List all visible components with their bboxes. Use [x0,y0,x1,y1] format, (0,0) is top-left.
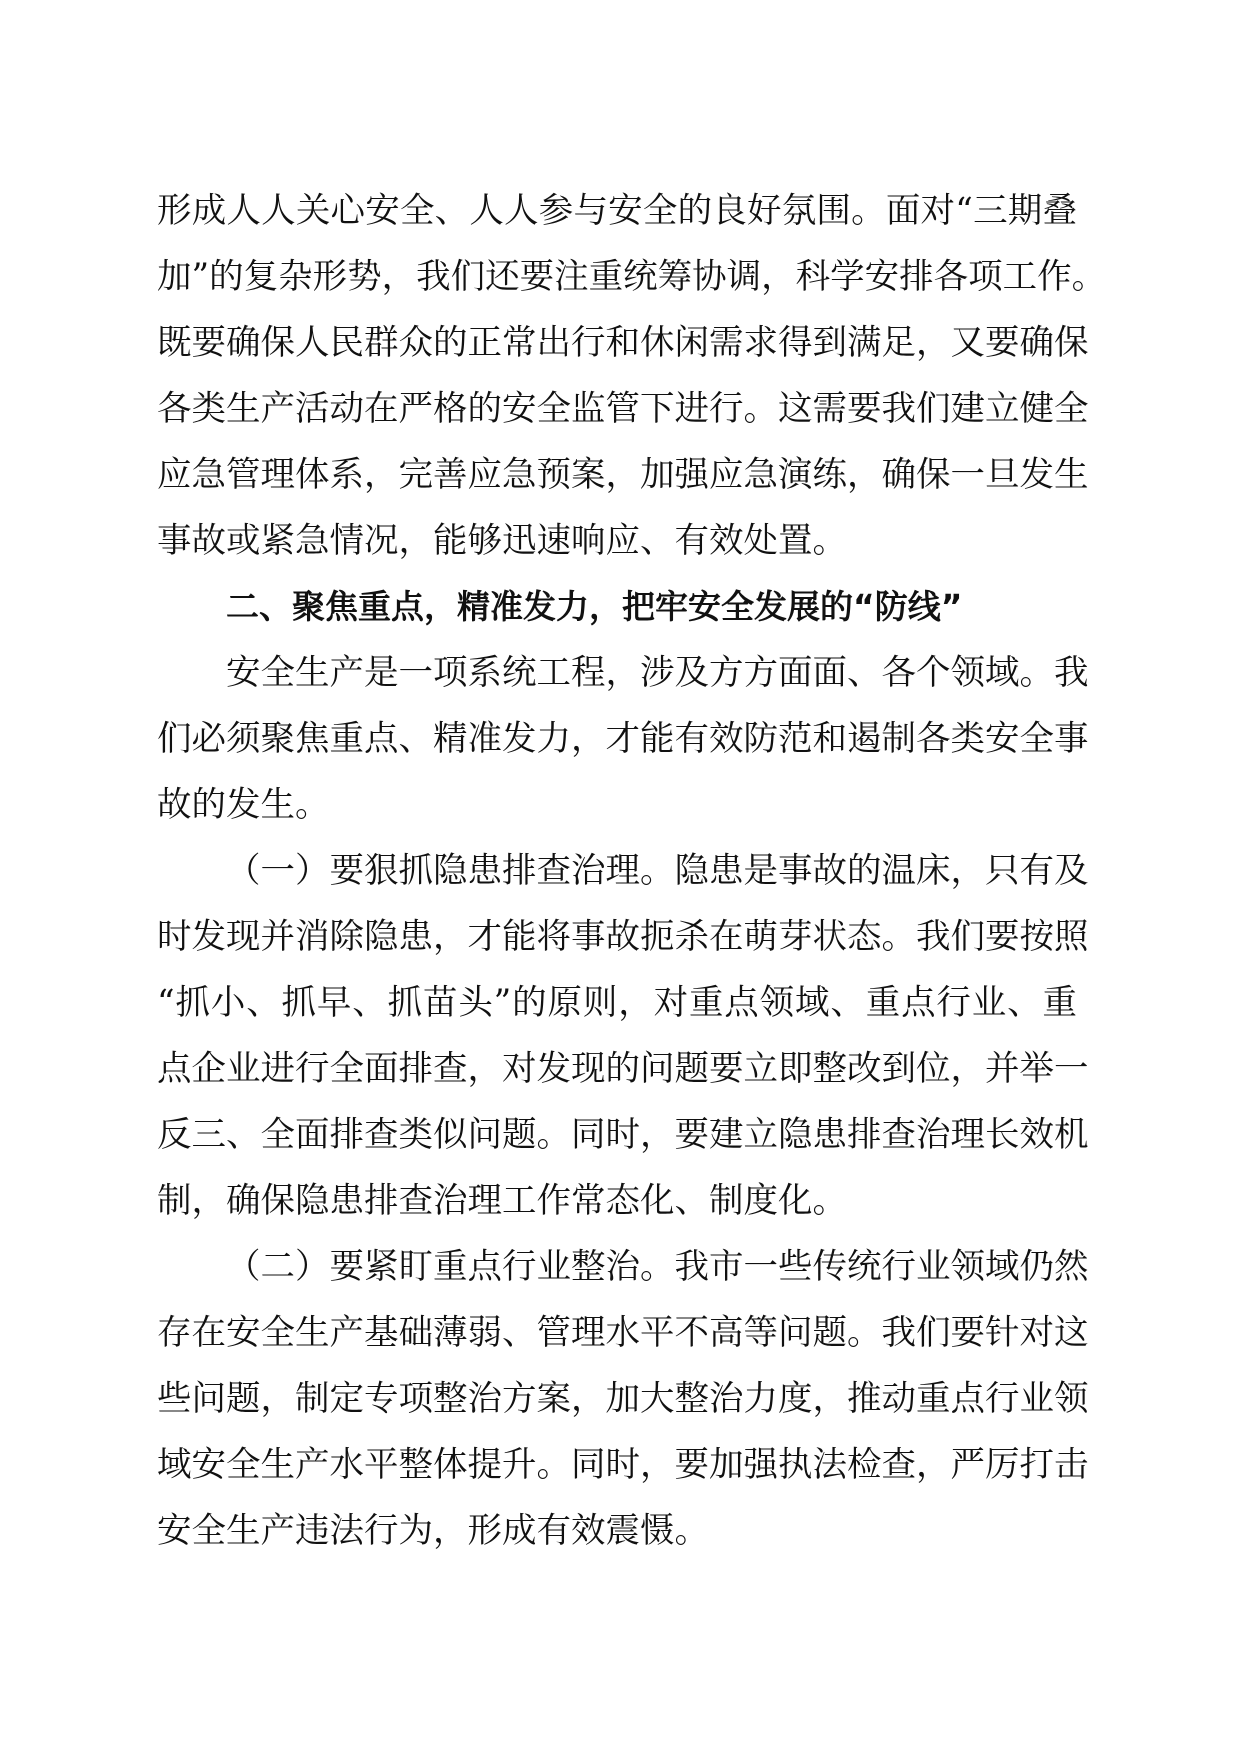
paragraph-3-line-5: 反三、全面排查类似问题。同时，要建立隐患排查治理长效机 [157,1115,1089,1155]
paragraph-3-line-3: “抓小、抓早、抓苗头”的原则，对重点领域、重点行业、重 [157,983,1077,1023]
paragraph-4-line-1: （二）要紧盯重点行业整治。我市一些传统行业领域仍然 [226,1247,1089,1287]
paragraph-3-line-2: 时发现并消除隐患，才能将事故扼杀在萌芽状态。我们要按照 [157,917,1089,957]
section-heading: 二、聚焦重点，精准发力，把牢安全发展的“防线” [226,587,963,626]
paragraph-1-line-3: 既要确保人民群众的正常出行和休闲需求得到满足，又要确保 [157,323,1089,363]
paragraph-3-line-4: 点企业进行全面排查，对发现的问题要立即整改到位，并举一 [157,1049,1089,1089]
paragraph-1-line-6: 事故或紧急情况，能够迅速响应、有效处置。 [157,521,847,561]
paragraph-4-line-4: 域安全生产水平整体提升。同时，要加强执法检查，严厉打击 [157,1445,1089,1485]
paragraph-4-line-5: 安全生产违法行为，形成有效震慑。 [157,1511,709,1551]
paragraph-2-line-2: 们必须聚焦重点、精准发力，才能有效防范和遏制各类安全事 [157,719,1089,759]
paragraph-4-line-2: 存在安全生产基础薄弱、管理水平不高等问题。我们要针对这 [157,1313,1089,1353]
paragraph-1-line-4: 各类生产活动在严格的安全监管下进行。这需要我们建立健全 [157,389,1089,429]
paragraph-1-line-2: 加”的复杂形势，我们还要注重统筹协调，科学安排各项工作。 [157,257,1107,297]
paragraph-1-line-1: 形成人人关心安全、人人参与安全的良好氛围。面对“三期叠 [157,191,1077,231]
paragraph-3-line-1: （一）要狠抓隐患排查治理。隐患是事故的温床，只有及 [226,851,1089,891]
paragraph-2-line-3: 故的发生。 [157,785,330,825]
paragraph-1-line-5: 应急管理体系，完善应急预案，加强应急演练，确保一旦发生 [157,455,1089,495]
paragraph-4-line-3: 些问题，制定专项整治方案，加大整治力度，推动重点行业领 [157,1379,1089,1419]
paragraph-2-line-1: 安全生产是一项系统工程，涉及方方面面、各个领域。我 [226,653,1089,693]
paragraph-3-line-6: 制，确保隐患排查治理工作常态化、制度化。 [157,1181,847,1221]
